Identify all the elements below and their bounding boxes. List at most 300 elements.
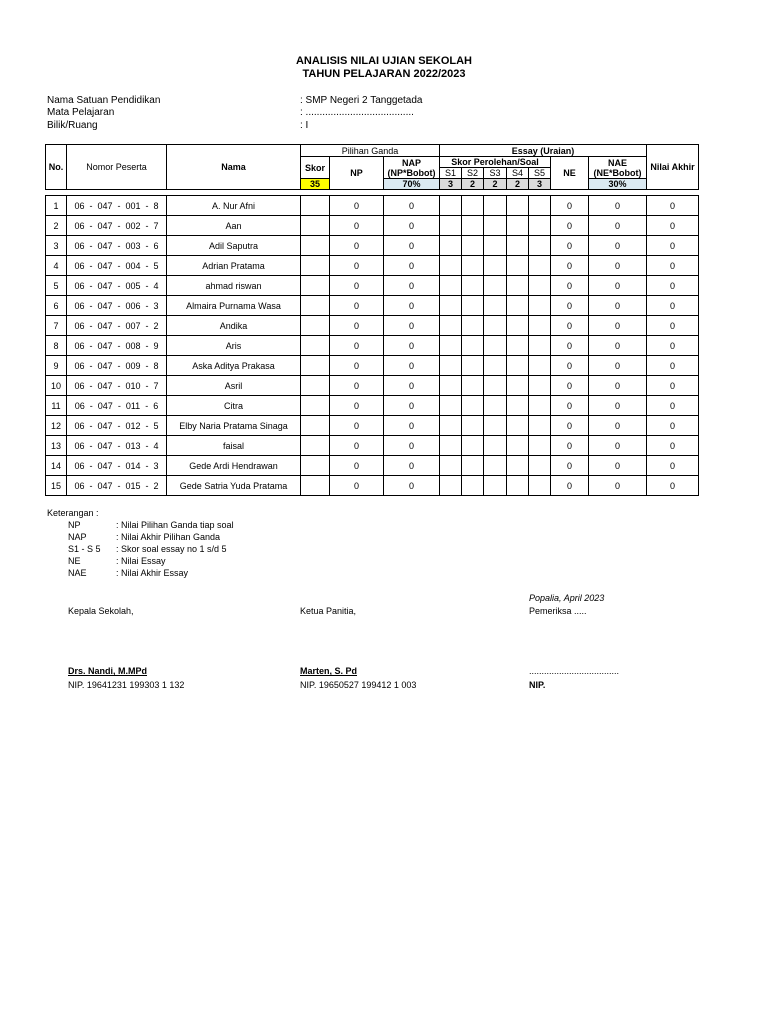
param-s1: 3: [440, 179, 462, 190]
row-np: 0: [330, 436, 384, 456]
param-s2: 2: [462, 179, 484, 190]
row-s2: [462, 256, 484, 276]
keterangan-code: NAP: [68, 532, 87, 542]
row-skor: [301, 196, 330, 216]
row-s1: [440, 216, 462, 236]
nomor-part: 006: [125, 300, 141, 311]
row-nilai-akhir: 0: [647, 276, 699, 296]
row-nae: 0: [589, 336, 647, 356]
row-ne: 0: [551, 436, 589, 456]
row-s3: [484, 236, 507, 256]
nomor-part: 7: [153, 380, 159, 391]
row-nama: Asril: [167, 376, 301, 396]
row-np: 0: [330, 376, 384, 396]
row-nama: Adil Saputra: [167, 236, 301, 256]
nomor-part: 047: [97, 440, 113, 451]
nomor-part: 7: [153, 220, 159, 231]
row-nae: 0: [589, 376, 647, 396]
nomor-separator: -: [145, 200, 149, 211]
nomor-part: 8: [153, 360, 159, 371]
nomor-separator: -: [117, 300, 121, 311]
nomor-part: 5: [153, 420, 159, 431]
row-ne: 0: [551, 316, 589, 336]
nomor-part: 047: [97, 340, 113, 351]
row-s1: [440, 476, 462, 496]
nomor-separator: -: [145, 320, 149, 331]
nomor-separator: -: [117, 340, 121, 351]
row-s1: [440, 376, 462, 396]
nomor-part: 047: [97, 400, 113, 411]
nomor-separator: -: [117, 420, 121, 431]
nomor-part: 010: [125, 380, 141, 391]
row-ne: 0: [551, 216, 589, 236]
nomor-separator: -: [89, 340, 93, 351]
score-table: [45, 144, 699, 496]
nomor-part: 005: [125, 280, 141, 291]
row-s5: [529, 356, 551, 376]
row-np: 0: [330, 256, 384, 276]
nomor-separator: -: [89, 420, 93, 431]
row-s4: [507, 356, 529, 376]
row-s3: [484, 256, 507, 276]
row-nomor-peserta: [67, 416, 167, 436]
row-s3: [484, 296, 507, 316]
nomor-part: 06: [74, 380, 85, 391]
nomor-separator: -: [145, 480, 149, 491]
row-no: 8: [46, 336, 67, 356]
table-row: [46, 436, 699, 456]
header-nomor-peserta: Nomor Peserta: [67, 145, 167, 190]
keterangan-code: S1 - S 5: [68, 544, 101, 554]
header-s5: S5: [529, 168, 551, 179]
row-nae: 0: [589, 416, 647, 436]
nomor-part: 047: [97, 260, 113, 271]
document-subtitle: TAHUN PELAJARAN 2022/2023: [302, 68, 466, 80]
table-row: [46, 256, 699, 276]
row-nae: 0: [589, 316, 647, 336]
row-nilai-akhir: 0: [647, 456, 699, 476]
row-nomor-peserta: [67, 356, 167, 376]
row-s1: [440, 396, 462, 416]
row-nama: Andika: [167, 316, 301, 336]
row-s4: [507, 476, 529, 496]
nomor-separator: -: [89, 480, 93, 491]
row-nama: Aan: [167, 216, 301, 236]
row-nae: 0: [589, 396, 647, 416]
row-skor: [301, 216, 330, 236]
row-s1: [440, 456, 462, 476]
row-no: 14: [46, 456, 67, 476]
keterangan-desc: : Skor soal essay no 1 s/d 5: [116, 544, 227, 554]
row-skor: [301, 236, 330, 256]
nomor-part: 008: [125, 340, 141, 351]
row-ne: 0: [551, 376, 589, 396]
nomor-separator: -: [117, 440, 121, 451]
row-nap: 0: [384, 376, 440, 396]
nomor-part: 047: [97, 280, 113, 291]
nomor-separator: -: [117, 240, 121, 251]
param-nap-bobot: 70%: [384, 179, 440, 190]
row-s1: [440, 316, 462, 336]
nomor-separator: -: [145, 220, 149, 231]
kepala-role: Kepala Sekolah,: [68, 606, 134, 616]
kepala-name: Drs. Nandi, M.MPd: [68, 666, 148, 676]
header-ne: NE: [551, 157, 589, 190]
nomor-separator: -: [117, 480, 121, 491]
row-s4: [507, 256, 529, 276]
row-nomor-peserta: [67, 236, 167, 256]
keterangan-code: NE: [68, 556, 81, 566]
row-nap: 0: [384, 396, 440, 416]
nomor-part: 6: [153, 240, 159, 251]
nomor-separator: -: [89, 260, 93, 271]
nomor-separator: -: [145, 280, 149, 291]
nomor-part: 06: [74, 300, 85, 311]
row-s4: [507, 436, 529, 456]
nomor-part: 009: [125, 360, 141, 371]
row-s2: [462, 436, 484, 456]
nomor-separator: -: [145, 440, 149, 451]
table-row: [46, 316, 699, 336]
row-nilai-akhir: 0: [647, 436, 699, 456]
row-skor: [301, 456, 330, 476]
info-value-subject: : .......................................: [300, 107, 414, 118]
header-s1: S1: [440, 168, 462, 179]
row-s4: [507, 196, 529, 216]
row-s5: [529, 256, 551, 276]
table-row: [46, 236, 699, 256]
row-no: 7: [46, 316, 67, 336]
row-np: 0: [330, 476, 384, 496]
nomor-separator: -: [89, 400, 93, 411]
row-s5: [529, 216, 551, 236]
nomor-part: 047: [97, 200, 113, 211]
row-nap: 0: [384, 416, 440, 436]
row-s1: [440, 256, 462, 276]
row-np: 0: [330, 356, 384, 376]
keterangan-code: NP: [68, 520, 81, 530]
nomor-part: 5: [153, 260, 159, 271]
row-s4: [507, 416, 529, 436]
row-no: 12: [46, 416, 67, 436]
table-row: [46, 216, 699, 236]
ketua-nip: NIP. 19650527 199412 1 003: [300, 680, 417, 690]
row-nilai-akhir: 0: [647, 396, 699, 416]
info-value-school: : SMP Negeri 2 Tanggetada: [300, 95, 423, 106]
row-nap: 0: [384, 216, 440, 236]
nomor-separator: -: [145, 380, 149, 391]
nomor-part: 007: [125, 320, 141, 331]
info-label-subject: Mata Pelajaran: [47, 107, 115, 118]
table-row: [46, 336, 699, 356]
row-nap: 0: [384, 476, 440, 496]
row-np: 0: [330, 296, 384, 316]
nomor-part: 4: [153, 440, 159, 451]
row-s3: [484, 336, 507, 356]
row-nap: 0: [384, 236, 440, 256]
row-nap: 0: [384, 276, 440, 296]
row-no: 9: [46, 356, 67, 376]
row-s1: [440, 276, 462, 296]
nomor-separator: -: [145, 260, 149, 271]
row-ne: 0: [551, 196, 589, 216]
row-skor: [301, 376, 330, 396]
nomor-separator: -: [117, 400, 121, 411]
nomor-part: 06: [74, 220, 85, 231]
param-s3: 2: [484, 179, 507, 190]
row-nae: 0: [589, 456, 647, 476]
nomor-part: 047: [97, 240, 113, 251]
row-s5: [529, 296, 551, 316]
row-nilai-akhir: 0: [647, 316, 699, 336]
header-nap-label: NAP: [401, 157, 421, 168]
table-row: [46, 476, 699, 496]
row-np: 0: [330, 336, 384, 356]
row-s1: [440, 356, 462, 376]
row-no: 2: [46, 216, 67, 236]
row-s1: [440, 196, 462, 216]
row-s4: [507, 236, 529, 256]
row-s4: [507, 316, 529, 336]
row-nama: Gede Ardi Hendrawan: [167, 456, 301, 476]
row-skor: [301, 316, 330, 336]
header-np: NP: [330, 157, 384, 190]
nomor-part: 8: [153, 200, 159, 211]
row-nae: 0: [589, 276, 647, 296]
kepala-nip: NIP. 19641231 199303 1 132: [68, 680, 185, 690]
row-no: 4: [46, 256, 67, 276]
nomor-separator: -: [117, 220, 121, 231]
keterangan-desc: : Nilai Akhir Pilihan Ganda: [116, 532, 221, 542]
row-np: 0: [330, 216, 384, 236]
nomor-separator: -: [89, 460, 93, 471]
info-label-school: Nama Satuan Pendidikan: [47, 95, 161, 106]
header-nilai-akhir: Nilai Akhir: [647, 145, 699, 190]
row-s3: [484, 276, 507, 296]
row-s3: [484, 416, 507, 436]
nomor-separator: -: [117, 360, 121, 371]
table-row: [46, 276, 699, 296]
ketua-name: Marten, S. Pd: [300, 666, 358, 676]
row-ne: 0: [551, 256, 589, 276]
row-s2: [462, 196, 484, 216]
nomor-separator: -: [145, 240, 149, 251]
nomor-separator: -: [89, 200, 93, 211]
nomor-part: 06: [74, 320, 85, 331]
row-skor: [301, 276, 330, 296]
nomor-separator: -: [89, 220, 93, 231]
row-no: 6: [46, 296, 67, 316]
row-skor: [301, 356, 330, 376]
row-s3: [484, 456, 507, 476]
row-np: 0: [330, 316, 384, 336]
nomor-separator: -: [117, 280, 121, 291]
row-nama: ahmad riswan: [167, 276, 301, 296]
keterangan-code: NAE: [68, 568, 87, 578]
row-s2: [462, 476, 484, 496]
row-nap: 0: [384, 296, 440, 316]
row-s1: [440, 296, 462, 316]
row-nomor-peserta: [67, 276, 167, 296]
nomor-part: 2: [153, 480, 159, 491]
nomor-part: 002: [125, 220, 141, 231]
param-s5: 3: [529, 179, 551, 190]
row-nap: 0: [384, 356, 440, 376]
row-nama: faisal: [167, 436, 301, 456]
nomor-separator: -: [89, 300, 93, 311]
row-nomor-peserta: [67, 396, 167, 416]
nomor-part: 047: [97, 380, 113, 391]
nomor-part: 047: [97, 220, 113, 231]
keterangan-desc: : Nilai Essay: [116, 556, 166, 566]
row-s2: [462, 396, 484, 416]
header-s3: S3: [484, 168, 507, 179]
nomor-separator: -: [89, 360, 93, 371]
nomor-part: 047: [97, 460, 113, 471]
row-nae: 0: [589, 216, 647, 236]
row-s2: [462, 416, 484, 436]
nomor-part: 011: [125, 400, 141, 411]
row-ne: 0: [551, 456, 589, 476]
row-nilai-akhir: 0: [647, 216, 699, 236]
header-skor-perolehan: Skor Perolehan/Soal: [440, 157, 551, 168]
row-nae: 0: [589, 236, 647, 256]
row-nama: Gede Satria Yuda Pratama: [167, 476, 301, 496]
header-nae-label: NAE: [607, 157, 627, 168]
table-row: [46, 396, 699, 416]
nomor-separator: -: [145, 400, 149, 411]
row-np: 0: [330, 196, 384, 216]
row-s1: [440, 416, 462, 436]
row-ne: 0: [551, 356, 589, 376]
row-s3: [484, 216, 507, 236]
row-nilai-akhir: 0: [647, 256, 699, 276]
row-s3: [484, 436, 507, 456]
nomor-part: 06: [74, 420, 85, 431]
table-row: [46, 416, 699, 436]
row-s4: [507, 276, 529, 296]
row-nama: Elby Naria Pratama Sinaga: [167, 416, 301, 436]
nomor-separator: -: [89, 320, 93, 331]
row-nomor-peserta: [67, 436, 167, 456]
row-s5: [529, 236, 551, 256]
row-nap: 0: [384, 456, 440, 476]
nomor-separator: -: [89, 240, 93, 251]
nomor-separator: -: [145, 420, 149, 431]
row-nomor-peserta: [67, 336, 167, 356]
nomor-part: 2: [153, 320, 159, 331]
table-row: [46, 456, 699, 476]
nomor-separator: -: [117, 320, 121, 331]
nomor-separator: -: [145, 460, 149, 471]
row-ne: 0: [551, 236, 589, 256]
header-no: No.: [46, 145, 67, 190]
row-ne: 0: [551, 336, 589, 356]
row-s2: [462, 216, 484, 236]
row-s2: [462, 376, 484, 396]
row-nilai-akhir: 0: [647, 296, 699, 316]
row-s4: [507, 396, 529, 416]
row-skor: [301, 296, 330, 316]
row-nae: 0: [589, 356, 647, 376]
row-nap: 0: [384, 436, 440, 456]
row-np: 0: [330, 456, 384, 476]
nomor-part: 06: [74, 460, 85, 471]
table-row: [46, 296, 699, 316]
nomor-part: 047: [97, 300, 113, 311]
nomor-part: 06: [74, 360, 85, 371]
row-ne: 0: [551, 476, 589, 496]
row-nomor-peserta: [67, 316, 167, 336]
nomor-separator: -: [89, 440, 93, 451]
row-nilai-akhir: 0: [647, 476, 699, 496]
param-skor-max: 35: [301, 179, 330, 190]
row-nilai-akhir: 0: [647, 196, 699, 216]
row-s3: [484, 316, 507, 336]
place-date: Popalia, April 2023: [529, 593, 605, 603]
row-s2: [462, 296, 484, 316]
nomor-part: 06: [74, 240, 85, 251]
row-skor: [301, 336, 330, 356]
row-s5: [529, 276, 551, 296]
table-row: [46, 196, 699, 216]
row-s2: [462, 336, 484, 356]
row-s3: [484, 476, 507, 496]
nomor-part: 001: [125, 200, 141, 211]
nomor-separator: -: [117, 380, 121, 391]
row-ne: 0: [551, 416, 589, 436]
nomor-separator: -: [89, 380, 93, 391]
nomor-part: 06: [74, 200, 85, 211]
row-s5: [529, 456, 551, 476]
row-s3: [484, 376, 507, 396]
nomor-part: 015: [125, 480, 141, 491]
row-s2: [462, 316, 484, 336]
nomor-separator: -: [117, 260, 121, 271]
nomor-separator: -: [145, 360, 149, 371]
row-nilai-akhir: 0: [647, 236, 699, 256]
nomor-part: 047: [97, 360, 113, 371]
row-s1: [440, 236, 462, 256]
row-np: 0: [330, 236, 384, 256]
row-nomor-peserta: [67, 456, 167, 476]
row-s4: [507, 336, 529, 356]
keterangan-desc: : Nilai Akhir Essay: [116, 568, 189, 578]
row-s4: [507, 456, 529, 476]
nomor-part: 06: [74, 440, 85, 451]
row-skor: [301, 436, 330, 456]
row-s2: [462, 276, 484, 296]
row-skor: [301, 256, 330, 276]
nomor-part: 3: [153, 460, 159, 471]
nomor-part: 06: [74, 480, 85, 491]
header-nap-sub: (NP*Bobot): [387, 167, 436, 178]
header-pilihan-ganda: Pilihan Ganda: [301, 145, 440, 157]
row-ne: 0: [551, 296, 589, 316]
nomor-part: 06: [74, 280, 85, 291]
header-nama: Nama: [167, 145, 301, 190]
nomor-part: 3: [153, 300, 159, 311]
document-title: ANALISIS NILAI UJIAN SEKOLAH: [295, 55, 472, 67]
table-row: [46, 376, 699, 396]
row-s5: [529, 416, 551, 436]
pemeriksa-name: ....................................: [529, 666, 620, 676]
keterangan-desc: : Nilai Pilihan Ganda tiap soal: [116, 520, 234, 530]
row-s2: [462, 456, 484, 476]
info-label-room: Bilik/Ruang: [47, 120, 98, 131]
row-no: 10: [46, 376, 67, 396]
row-s3: [484, 196, 507, 216]
